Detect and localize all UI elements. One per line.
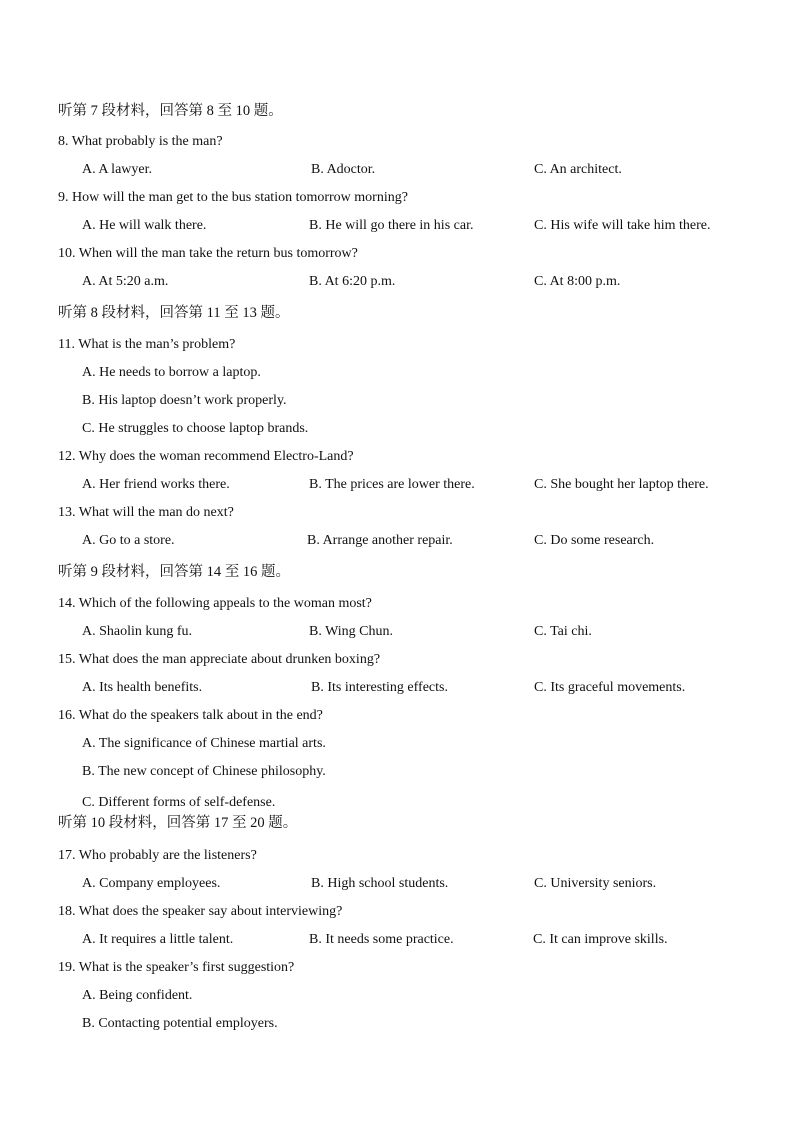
option-a: A. It requires a little talent. [82, 932, 234, 947]
option-b: B. He will go there in his car. [309, 218, 474, 233]
option-c: C. Different forms of self-defense. [82, 795, 276, 810]
option-a: A. At 5:20 a.m. [82, 274, 169, 289]
option-a: A. He needs to borrow a laptop. [82, 365, 261, 380]
option-c: C. She bought her laptop there. [534, 477, 709, 492]
option-a: A. A lawyer. [82, 162, 152, 177]
option-a: A. Her friend works there. [82, 477, 230, 492]
question-text: 12. Why does the woman recommend Electro-Land? [58, 449, 354, 464]
option-c: C. It can improve skills. [533, 932, 668, 947]
option-c: C. Tai chi. [534, 624, 592, 639]
section-heading: 听第 10 段材料，回答第 17 至 20 题。 [58, 815, 298, 831]
question-text: 15. What does the man appreciate about drunken boxing? [58, 652, 381, 667]
option-c: C. University seniors. [534, 876, 657, 891]
section-heading: 听第 7 段材料，回答第 8 至 10 题。 [58, 103, 283, 119]
option-b: B. The prices are lower there. [309, 477, 475, 492]
option-a: A. Being confident. [82, 988, 193, 1003]
question-text: 13. What will the man do next? [58, 505, 234, 520]
question-text: 9. How will the man get to the bus station tomorrow morning? [58, 190, 408, 205]
option-b: B. Its interesting effects. [311, 680, 448, 695]
option-c: C. At 8:00 p.m. [534, 274, 621, 289]
option-b: B. Arrange another repair. [307, 533, 453, 548]
question-text: 10. When will the man take the return bus tomorrow? [58, 246, 358, 261]
option-c: C. His wife will take him there. [534, 218, 711, 233]
question-text: 19. What is the speaker’s first suggestion? [58, 960, 295, 975]
option-b: B. High school students. [311, 876, 449, 891]
question-text: 11. What is the man’s problem? [58, 337, 236, 352]
option-c: C. Its graceful movements. [534, 680, 686, 695]
option-b: B. His laptop doesn’t work properly. [82, 393, 287, 408]
option-c: C. Do some research. [534, 533, 655, 548]
section-heading: 听第 9 段材料，回答第 14 至 16 题。 [58, 564, 290, 580]
option-b: B. Contacting potential employers. [82, 1016, 278, 1031]
option-a: A. Go to a store. [82, 533, 175, 548]
option-a: A. Shaolin kung fu. [82, 624, 193, 639]
section-heading: 听第 8 段材料，回答第 11 至 13 题。 [58, 305, 290, 321]
option-b: B. The new concept of Chinese philosophy. [82, 764, 326, 779]
option-a: A. Company employees. [82, 876, 221, 891]
option-a: A. He will walk there. [82, 218, 207, 233]
option-b: B. At 6:20 p.m. [309, 274, 396, 289]
option-b: B. Adoctor. [311, 162, 376, 177]
option-c: C. An architect. [534, 162, 622, 177]
question-text: 17. Who probably are the listeners? [58, 848, 257, 863]
option-c: C. He struggles to choose laptop brands. [82, 421, 309, 436]
option-a: A. Its health benefits. [82, 680, 203, 695]
option-b: B. Wing Chun. [309, 624, 393, 639]
question-text: 14. Which of the following appeals to the woman most? [58, 596, 372, 611]
question-text: 16. What do the speakers talk about in the end? [58, 708, 323, 723]
option-a: A. The significance of Chinese martial arts. [82, 736, 326, 751]
question-text: 18. What does the speaker say about interviewing? [58, 904, 343, 919]
question-text: 8. What probably is the man? [58, 134, 223, 149]
option-b: B. It needs some practice. [309, 932, 454, 947]
